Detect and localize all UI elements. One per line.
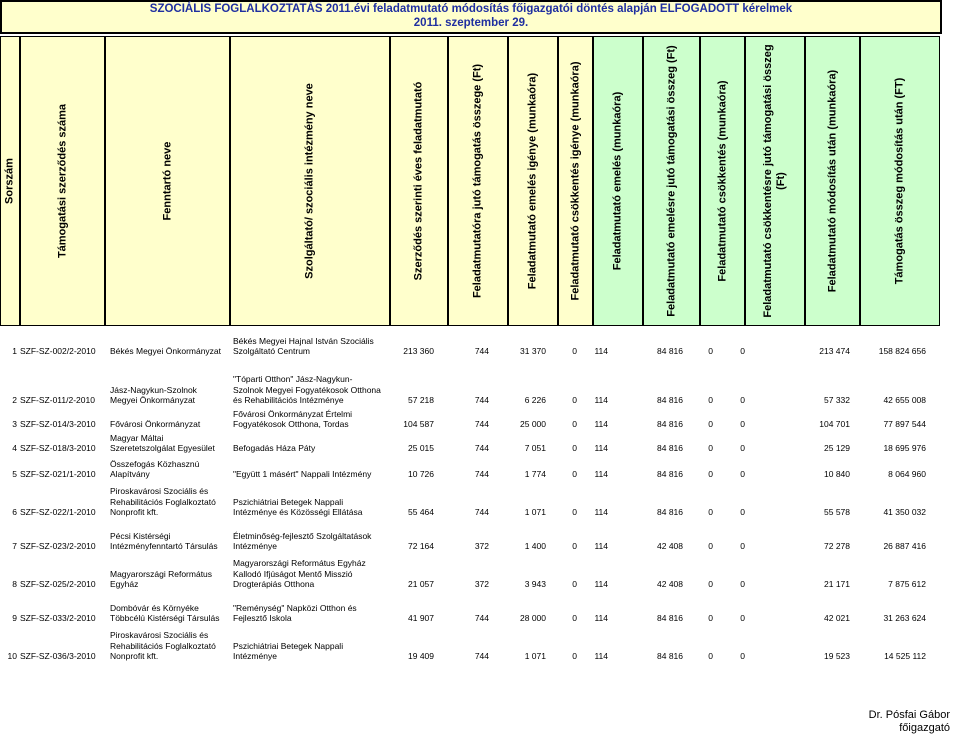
- row-number: 9: [12, 613, 17, 623]
- increase-amount: 42 408: [657, 579, 683, 589]
- indicator-after: 104 701: [819, 419, 850, 429]
- decrease: 0: [708, 419, 713, 429]
- header-annual-indicator: [390, 36, 448, 326]
- increase-request: 1 071: [524, 507, 546, 517]
- indicator-after: 21 171: [824, 579, 850, 589]
- operator-name: Egyház: [110, 579, 139, 589]
- decrease-request: 0: [572, 346, 577, 356]
- institution-name: Pszichiátriai Betegek Nappali: [233, 496, 344, 507]
- signature-block: [869, 709, 950, 735]
- support-per-unit: 744: [474, 651, 489, 661]
- operator-name: Többcélú Kistérségi Társulás: [110, 613, 220, 623]
- increase: 114: [594, 613, 608, 623]
- header-indicator-after: [805, 36, 860, 326]
- contract-number: SZF-SZ-023/2-2010: [20, 541, 96, 551]
- header-label: Feladatmutató emelés (munkaóra): [611, 91, 624, 271]
- operator-name: Nonprofit kft.: [110, 507, 159, 517]
- operator-name: Békés Megyei Önkormányzat: [110, 346, 222, 356]
- header-decrease: [700, 36, 745, 326]
- decrease-amount: 0: [740, 395, 745, 405]
- operator-name: Megyei Önkormányzat: [110, 395, 196, 405]
- header-decrease-request: [558, 36, 593, 326]
- indicator-after: 55 578: [824, 507, 850, 517]
- decrease-amount: 0: [740, 579, 745, 589]
- increase-request: 1 774: [524, 469, 546, 479]
- institution-name: Befogadás Háza Páty: [233, 443, 316, 453]
- increase-amount: 84 816: [657, 651, 683, 661]
- contract-number: SZF-SZ-018/3-2010: [20, 443, 96, 453]
- header-label: Fenntartó neve: [161, 141, 173, 221]
- row-number: 1: [12, 346, 17, 356]
- operator-name: Jász-Nagykun-Szolnok: [110, 384, 197, 395]
- header-institution-name: [230, 36, 390, 326]
- institution-name: Fogyatékosok Otthona, Tordas: [233, 419, 349, 429]
- increase: 114: [594, 419, 608, 429]
- decrease: 0: [708, 443, 713, 453]
- decrease-amount: 0: [740, 419, 745, 429]
- increase: 114: [594, 443, 608, 453]
- institution-name: Békés Megyei Hajnal István Szociális: [233, 335, 374, 346]
- header-sorszam: [0, 36, 20, 326]
- annual-indicator: 10 726: [408, 469, 434, 479]
- institution-name: Kallodó Ifjúságot Mentő Misszió: [233, 568, 353, 579]
- title-line-2: 2011. szeptember 29.: [413, 17, 529, 29]
- support-per-unit: 744: [474, 507, 489, 517]
- indicator-after: 72 278: [824, 541, 850, 551]
- support-per-unit: 744: [474, 419, 489, 429]
- amount-after: 26 887 416: [883, 541, 926, 551]
- decrease-amount: 0: [740, 541, 745, 551]
- increase-request: 31 370: [520, 346, 546, 356]
- contract-number: SZF-SZ-002/2-2010: [20, 346, 96, 356]
- row-number: 2: [12, 395, 17, 405]
- decrease-request: 0: [572, 613, 577, 623]
- header-label: Feladatmutató csökkentésre jutó támogatási összeg (Ft): [762, 44, 787, 318]
- decrease: 0: [708, 395, 713, 405]
- institution-name: Szolgáltató Centrum: [233, 346, 311, 356]
- decrease-request: 0: [572, 579, 577, 589]
- institution-name: Életminőség-fejlesztő Szolgáltatások: [233, 530, 372, 541]
- header-operator-name: [105, 36, 230, 326]
- annual-indicator: 41 907: [408, 613, 434, 623]
- increase: 114: [594, 395, 608, 405]
- operator-name: Piroskavárosi Szociális és: [110, 630, 209, 640]
- operator-name: Piroskavárosi Szociális és: [110, 486, 209, 496]
- contract-number: SZF-SZ-022/1-2010: [20, 507, 96, 517]
- operator-name: Magyar Máltai: [110, 432, 164, 443]
- increase: 114: [594, 541, 608, 551]
- row-number: 6: [12, 507, 17, 517]
- decrease: 0: [708, 613, 713, 623]
- institution-name: és Rehabilitációs Intézménye: [233, 395, 344, 405]
- amount-after: 77 897 544: [883, 419, 926, 429]
- support-per-unit: 744: [474, 443, 489, 453]
- row-number: 5: [12, 469, 17, 479]
- operator-name: Rehabilitációs Foglalkoztató: [110, 640, 216, 651]
- increase-request: 3 943: [524, 579, 546, 589]
- indicator-after: 213 474: [819, 346, 850, 356]
- amount-after: 41 350 032: [883, 507, 926, 517]
- indicator-after: 19 523: [824, 651, 850, 661]
- institution-name: Intézménye: [233, 651, 277, 661]
- increase-amount: 84 816: [657, 419, 683, 429]
- annual-indicator: 25 015: [408, 443, 434, 453]
- header-increase-amount: [643, 36, 700, 326]
- header-support-per-unit: [448, 36, 508, 326]
- operator-name: Rehabilitációs Foglalkoztató: [110, 496, 216, 507]
- header-label: Sorszám: [3, 158, 16, 204]
- indicator-after: 10 840: [824, 469, 850, 479]
- annual-indicator: 21 057: [408, 579, 434, 589]
- operator-name: Intézményfenntartó Társulás: [110, 541, 218, 551]
- signatory-role: főigazgató: [899, 722, 950, 734]
- indicator-after: 42 021: [824, 613, 850, 623]
- decrease-amount: 0: [740, 507, 745, 517]
- decrease-request: 0: [572, 419, 577, 429]
- institution-name: Magyarországi Református Egyház: [233, 558, 366, 568]
- amount-after: 18 695 976: [883, 443, 926, 453]
- institution-name: Fejlesztő Iskola: [233, 613, 292, 623]
- decrease-request: 0: [572, 507, 577, 517]
- annual-indicator: 72 164: [408, 541, 434, 551]
- contract-number: SZF-SZ-025/2-2010: [20, 579, 96, 589]
- indicator-after: 25 129: [824, 443, 850, 453]
- header-decrease-amount: [745, 36, 805, 326]
- header-label: Feladatmutató módosítás után (munkaóra): [826, 69, 838, 293]
- increase-request: 1 071: [524, 651, 546, 661]
- annual-indicator: 55 464: [408, 507, 434, 517]
- contract-number: SZF-SZ-036/3-2010: [20, 651, 96, 661]
- increase-request: 7 051: [524, 443, 546, 453]
- operator-name: Magyarországi Református: [110, 568, 213, 579]
- increase-amount: 84 816: [657, 507, 683, 517]
- decrease: 0: [708, 541, 713, 551]
- increase-amount: 42 408: [657, 541, 683, 551]
- page-title: [0, 2, 942, 30]
- increase-amount: 84 816: [657, 395, 683, 405]
- decrease-request: 0: [572, 395, 577, 405]
- amount-after: 42 655 008: [883, 395, 926, 405]
- row-number: 4: [12, 443, 17, 453]
- increase-amount: 84 816: [657, 613, 683, 623]
- increase-amount: 84 816: [657, 443, 683, 453]
- operator-name: Fővárosi Önkormányzat: [110, 419, 201, 429]
- row-number: 7: [12, 541, 17, 551]
- decrease-request: 0: [572, 541, 577, 551]
- header-increase-request: [508, 36, 558, 326]
- institution-name: Pszichiátriai Betegek Nappali: [233, 640, 344, 651]
- row-number: 10: [7, 651, 17, 661]
- increase: 114: [594, 469, 608, 479]
- support-per-unit: 744: [474, 613, 489, 623]
- institution-name: Intézménye és Közösségi Ellátása: [233, 507, 363, 517]
- institution-name: "Együtt 1 másért" Nappali Intézmény: [233, 469, 372, 479]
- decrease-request: 0: [572, 469, 577, 479]
- increase-amount: 84 816: [657, 469, 683, 479]
- amount-after: 7 875 612: [888, 579, 926, 589]
- decrease-amount: 0: [740, 469, 745, 479]
- header-label: Feladatmutató csökkentés igénye (munkaóra): [569, 61, 581, 301]
- decrease: 0: [708, 346, 713, 356]
- decrease-amount: 0: [740, 651, 745, 661]
- header-label: Szerződés szerinti éves feladatmutató: [412, 81, 425, 281]
- row-number: 3: [12, 419, 17, 429]
- increase-request: 28 000: [520, 613, 546, 623]
- amount-after: 31 263 624: [883, 613, 926, 623]
- increase: 114: [594, 579, 608, 589]
- header-label: Feladatmutatóra jutó támogatás összege (Ft): [471, 63, 484, 299]
- operator-name: Pécsi Kistérségi: [110, 530, 171, 541]
- header-label: Szolgáltató/ szociális intézmény neve: [303, 83, 316, 279]
- increase: 114: [594, 651, 608, 661]
- institution-name: "Reménység" Napközi Otthon és: [233, 602, 357, 613]
- header-label: Támogatás összeg módosítás után (FT): [893, 77, 906, 285]
- amount-after: 8 064 960: [888, 469, 926, 479]
- decrease: 0: [708, 469, 713, 479]
- indicator-after: 57 332: [824, 395, 850, 405]
- institution-name: Fővárosi Önkormányzat Értelmi: [233, 408, 353, 419]
- operator-name: Dombóvár és Környéke: [110, 602, 199, 613]
- operator-name: Összefogás Közhasznú: [110, 458, 200, 469]
- row-number: 8: [12, 579, 17, 589]
- signatory-name: Dr. Pósfai Gábor: [868, 709, 950, 721]
- contract-number: SZF-SZ-021/1-2010: [20, 469, 96, 479]
- amount-after: 14 525 112: [884, 651, 926, 661]
- decrease: 0: [708, 507, 713, 517]
- contract-number: SZF-SZ-011/2-2010: [20, 395, 95, 405]
- amount-after: 158 824 656: [878, 346, 926, 356]
- increase-request: 1 400: [524, 541, 546, 551]
- operator-name: Nonprofit kft.: [110, 651, 159, 661]
- annual-indicator: 19 409: [408, 651, 434, 661]
- decrease-amount: 0: [740, 613, 745, 623]
- header-amount-after: [860, 36, 940, 326]
- increase-request: 6 226: [524, 395, 546, 405]
- contract-number: SZF-SZ-033/2-2010: [20, 613, 96, 623]
- decrease-request: 0: [572, 443, 577, 453]
- decrease-amount: 0: [740, 443, 745, 453]
- operator-name: Alapítvány: [110, 469, 150, 479]
- header-label: Feladatmutató emelés igénye (munkaóra): [526, 72, 539, 290]
- operator-name: Szeretetszolgálat Egyesület: [110, 443, 215, 453]
- decrease: 0: [708, 651, 713, 661]
- decrease-request: 0: [572, 651, 577, 661]
- increase: 114: [594, 346, 608, 356]
- decrease-amount: 0: [740, 346, 745, 356]
- institution-name: Drogterápiás Otthona: [233, 579, 315, 589]
- institution-name: Intézménye: [233, 541, 277, 551]
- header-label: Támogatási szerződés száma: [56, 103, 68, 259]
- annual-indicator: 213 360: [403, 346, 434, 356]
- support-per-unit: 372: [474, 579, 489, 589]
- institution-name: "Tóparti Otthon" Jász-Nagykun-: [233, 374, 353, 384]
- increase-amount: 84 816: [657, 346, 683, 356]
- annual-indicator: 57 218: [408, 395, 434, 405]
- header-label: Feladatmutató csökkentés (munkaóra): [716, 80, 728, 282]
- header-label: Feladatmutató emelésre jutó támogatási összeg (Ft): [665, 45, 677, 317]
- support-per-unit: 744: [474, 346, 489, 356]
- support-per-unit: 744: [474, 395, 489, 405]
- decrease: 0: [708, 579, 713, 589]
- header-increase: [593, 36, 643, 326]
- support-per-unit: 372: [474, 541, 489, 551]
- institution-name: Szolnok Megyei Fogyatékosok Otthona: [233, 384, 381, 395]
- contract-number: SZF-SZ-014/3-2010: [20, 419, 96, 429]
- increase: 114: [594, 507, 608, 517]
- title-line-1: SZOCIÁLIS FOGLALKOZTATÁS 2011.évi feladatmutató módosítás főigazgatói döntés alapján ELFOGADOTT kérelmek: [149, 3, 793, 15]
- increase-request: 25 000: [520, 419, 546, 429]
- support-per-unit: 744: [474, 469, 489, 479]
- annual-indicator: 104 587: [403, 419, 434, 429]
- header-contract-number: [20, 36, 105, 326]
